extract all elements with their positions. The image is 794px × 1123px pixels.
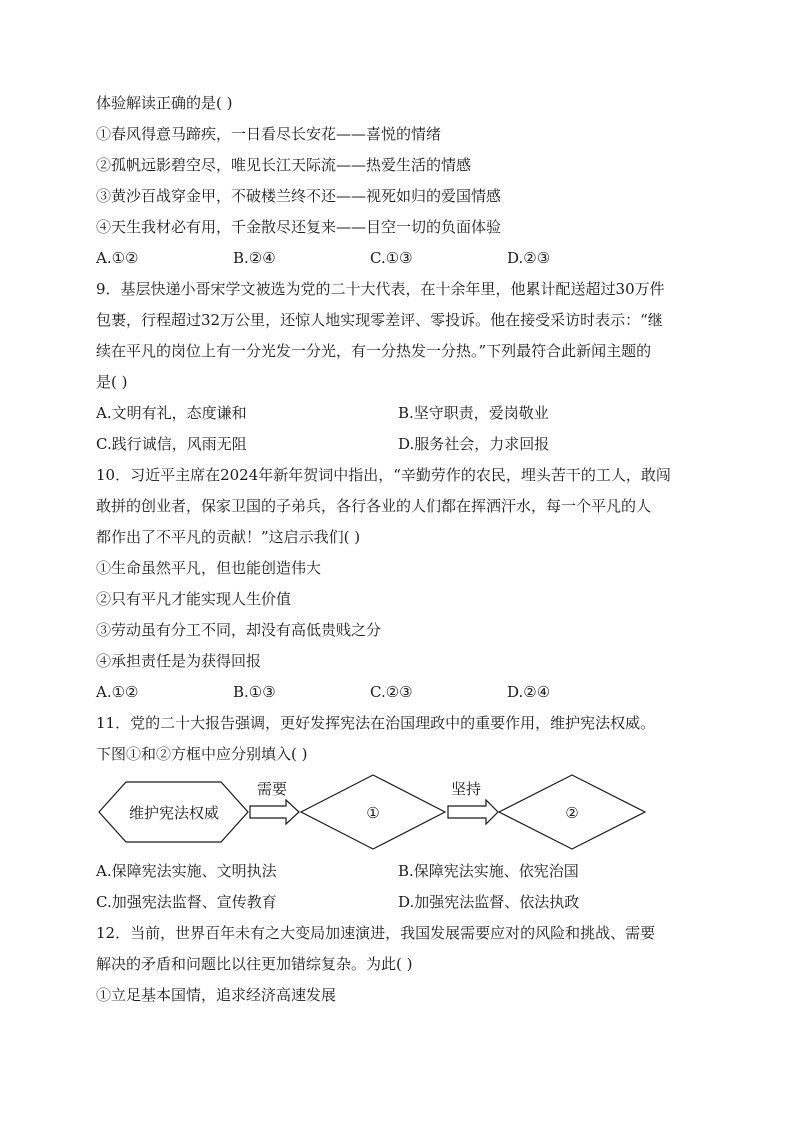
exam-page [96,88,700,1011]
q8-stem-tail: 体验解读正确的是( ) [96,94,233,112]
q9-option-d: D.服务社会，力求回报 [398,435,550,453]
q8-option-c: C.①③ [370,249,413,267]
q11-flow-diagram [96,772,700,852]
q8-option-d: D.②③ [507,249,551,267]
q12-line-1: 12．当前，世界百年未有之大变局加速演进，我国发展需要应对的风险和挑战、需要 [96,924,656,942]
diagram-box-2-label: ① [366,804,380,822]
q9-option-b: B.坚守职责，爱岗敬业 [398,404,549,422]
q10-option-c: C.②③ [370,683,413,701]
q9-options-row-1 [96,398,700,429]
q8-item-4: ④天生我材必有用，千金散尽还复来——目空一切的负面体验 [96,218,502,236]
q9-option-a: A.文明有礼，态度谦和 [96,404,247,422]
q11-option-b: B.保障宪法实施、依宪治国 [398,862,579,880]
q8-option-b: B.②④ [233,249,276,267]
q11-option-c: C.加强宪法监督、宣传教育 [96,893,277,911]
q12-line-2: 解决的矛盾和问题比以往更加错综复杂。为此( ) [96,955,413,973]
diagram-arrow-1 [250,800,299,824]
q10-line-3: 都作出了不平凡的贡献！”这启示我们( ) [96,528,361,546]
q10-option-d: D.②④ [507,683,551,701]
q10-line-2: 敢拼的创业者，保家卫国的子弟兵，各行各业的人们都在挥洒汗水，每一个平凡的人 [96,497,652,515]
q11-line-1: 11．党的二十大报告强调，更好发挥宪法在治国理政中的重要作用，维护宪法权威。 [96,714,656,732]
diagram-box-1-label: 维护宪法权威 [128,804,220,822]
q10-option-b: B.①③ [233,683,276,701]
q9-line-2: 包裹，行程超过32万公里，还惊人地实现零差评、零投诉。他在接受采访时表示：“继 [96,311,663,329]
q10-item-3: ③劳动虽有分工不同，却没有高低贵贱之分 [96,621,382,639]
q11-option-a: A.保障宪法实施、文明执法 [96,862,277,880]
q8-item-1: ①春风得意马蹄疾，一日看尽长安花——喜悦的情绪 [96,125,442,143]
diagram-arrow-1-label: 需要 [256,780,288,798]
q9-line-3: 续在平凡的岗位上有一分光发一分光，有一分热发一分热。”下列最符合此新闻主题的 [96,342,652,360]
q11-line-2: 下图①和②方框中应分别填入( ) [96,745,308,763]
q10-item-2: ②只有平凡才能实现人生价值 [96,590,292,608]
q8-item-2: ②孤帆远影碧空尽，唯见长江天际流——热爱生活的情感 [96,156,472,174]
q10-item-4: ④承担责任是为获得回报 [96,652,262,670]
q8-option-a: A.①② [96,249,139,267]
q11-diagram-svg [96,772,700,852]
q10-option-a: A.①② [96,683,139,701]
diagram-arrow-2-label: 坚持 [450,780,482,798]
diagram-arrow-2 [448,800,498,824]
q10-options [96,677,700,708]
q8-options [96,243,700,274]
q9-line-4: 是( ) [96,373,128,391]
q10-item-1: ①生命虽然平凡，但也能创造伟大 [96,559,322,577]
diagram-box-3-label: ② [565,804,579,822]
q10-line-1: 10．习近平主席在2024年新年贺词中指出，“辛勤劳作的农民，埋头苦干的工人，敢闯 [96,466,671,484]
q11-option-d: D.加强宪法监督、依法执政 [398,893,580,911]
q9-line-1: 9．基层快递小哥宋学文被选为党的二十大代表，在十余年里，他累计配送超过30万件 [96,280,665,298]
q11-options-row-1 [96,856,700,887]
q9-options-row-2 [96,429,700,460]
q8-item-3: ③黄沙百战穿金甲，不破楼兰终不还——视死如归的爱国情感 [96,187,502,205]
q11-options-row-2 [96,887,700,918]
q9-option-c: C.践行诚信，风雨无阻 [96,435,247,453]
q12-item-1: ①立足基本国情，追求经济高速发展 [96,986,337,1004]
